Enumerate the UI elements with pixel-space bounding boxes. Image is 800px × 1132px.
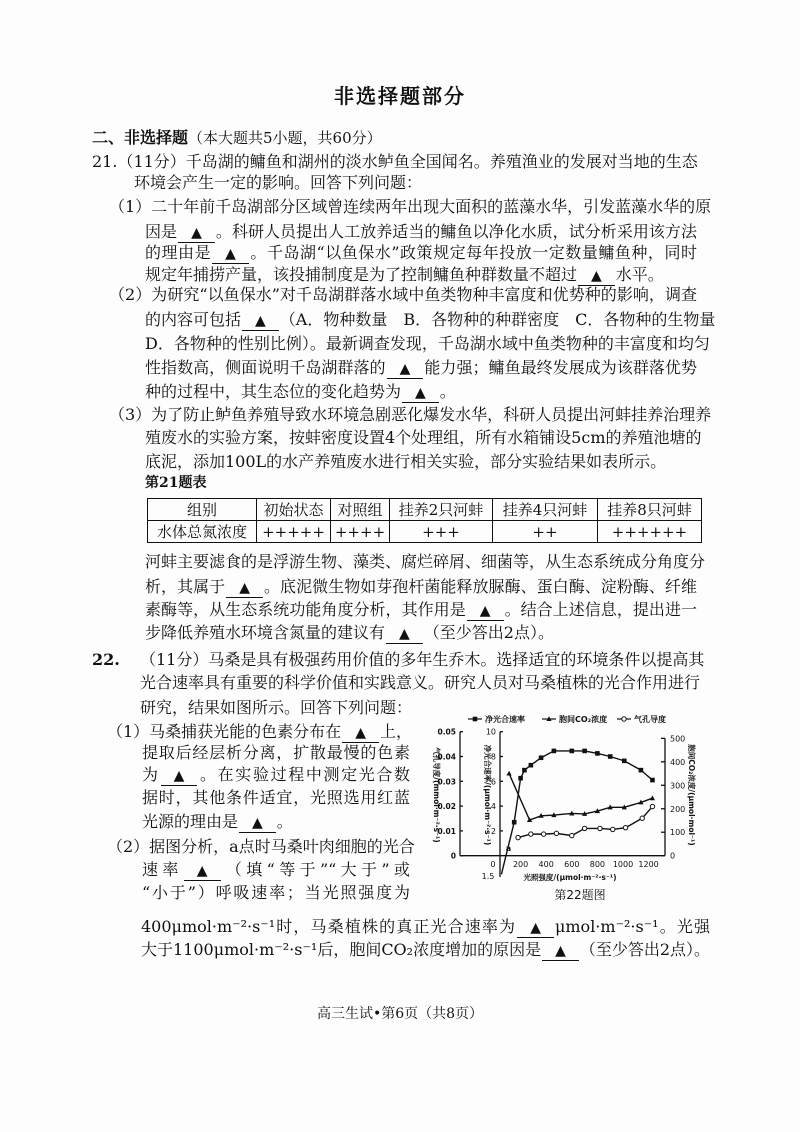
legend-marker: [473, 717, 478, 722]
x-tick-label: 1000: [612, 860, 634, 869]
left-tick-label: 0.01: [437, 826, 456, 836]
q21-line: 步降低养殖水环境含氮量的建议有 ▲ （至少答出2点）。: [145, 623, 554, 642]
section-heading: [92, 128, 382, 148]
q21-line: 的内容可包括 ▲ （A．物种数量 B．各物种的种群密度 C．各物种的生物量: [145, 310, 716, 329]
table-cell: ++++: [331, 521, 390, 543]
series-line-circle: [518, 807, 652, 838]
q22-line: 光合速率具有重要的科学价值和实践意义。研究人员对马桑植株的光合作用进行: [140, 673, 701, 692]
right-tick-label: 200: [670, 804, 686, 814]
data-point-circle: [611, 827, 615, 831]
q22-line: 大于1100μmol·m⁻²·s⁻¹后，胞间CO₂浓度增加的原因是 ▲ （至少答出2点）。: [141, 940, 711, 959]
table-cell: 水体总氮浓度: [148, 521, 257, 543]
right-tick-label: 500: [670, 734, 686, 744]
data-point-circle: [516, 835, 520, 839]
q21-line: 素酶等，从生态系统功能角度分析，其作用是 ▲ 。结合上述信息，提出进一: [145, 600, 697, 619]
neg-value-label: 1.5: [481, 872, 495, 881]
middle-tick-label: 6: [490, 777, 496, 787]
table-header-cell: 对照组: [331, 499, 390, 521]
q21-line: 规定年捕捞产量，该投捕制度是为了控制鳙鱼种群数量不超过 ▲ 水平。: [145, 265, 664, 284]
x-tick-label: 600: [564, 860, 580, 869]
x-tick-label: 1200: [638, 860, 659, 869]
right-tick-label: 100: [670, 828, 686, 838]
q21-line: 性指数高，侧面说明千岛湖群落的 ▲ 能力强；鳙鱼最终发展成为该群落优势: [145, 358, 697, 377]
data-point-square: [539, 755, 544, 760]
answer-blank: ▲: [226, 580, 263, 598]
answer-blank: ▲: [578, 268, 615, 286]
data-point-circle: [623, 825, 627, 829]
answer-blank: ▲: [386, 626, 423, 644]
data-point-square: [529, 763, 534, 768]
q22-line: （2）据图分析，a点时马桑叶肉细胞的光合: [107, 837, 415, 856]
q21-line: 殖废水的实验方案，按蚌密度设置4个处理组，所有水箱铺设5cm的养殖池塘的: [145, 428, 702, 447]
middle-tick-label: 4: [490, 802, 496, 812]
table-header-cell: 组别: [148, 499, 257, 521]
x-tick-label: 200: [512, 860, 529, 869]
data-point-circle: [529, 832, 533, 836]
legend-label: 气孔导度: [634, 715, 666, 724]
answer-blank: ▲: [161, 768, 198, 786]
q21-line: 种的过程中，其生态位的变化趋势为 ▲ 。: [145, 382, 456, 401]
photosynthesis-chart: [410, 705, 710, 905]
q22-line: 提取后经层析分离，扩散最慢的色素: [142, 743, 410, 762]
nitrogen-table: [147, 498, 702, 543]
data-point-square: [552, 749, 557, 754]
x-tick-label: 400: [538, 860, 554, 869]
answer-blank: ▲: [242, 313, 279, 331]
answer-blank: ▲: [517, 920, 554, 938]
q22-line: 研究，结果如图所示。回答下列问题：: [140, 698, 413, 717]
q22-line: （1）马桑捕获光能的色素分布在 ▲ 上，: [107, 722, 412, 741]
answer-blank: ▲: [467, 603, 504, 621]
table-header-cell: 挂养2只河蚌: [390, 499, 493, 521]
left-tick-label: 0.02: [437, 802, 456, 812]
right-tick-label: 0: [670, 851, 676, 861]
answer-blank: ▲: [178, 225, 215, 243]
data-point-square: [639, 768, 644, 773]
table-row: [148, 521, 702, 543]
q21-line: 21.（11分）千岛湖的鳙鱼和湖州的淡水鲈鱼全国闻名。养殖渔业的发展对当地的生态: [92, 152, 698, 171]
answer-blank: ▲: [212, 246, 249, 264]
data-point-square: [518, 776, 523, 781]
data-point-triangle: [650, 795, 655, 800]
q22-line: 据时，其他条件适宜，光照选用红蓝: [142, 788, 410, 807]
data-point-square: [608, 754, 613, 759]
left-tick-label: 0.03: [437, 777, 456, 787]
page-title: 非选择题部分: [334, 84, 466, 108]
q22-line: “小于”）呼吸速率；当光照强度为: [142, 883, 410, 902]
table-cell: +++: [390, 521, 493, 543]
legend-label: 净光合速率: [485, 715, 525, 724]
left-axis-title: 气孔导度/(mmol·m⁻²·s⁻¹): [432, 747, 441, 843]
data-point-circle: [541, 832, 545, 836]
q21-line: 因是 ▲ 。科研人员提出人工放养适当的鳙鱼以净化水质，试分析采用该方法: [145, 222, 697, 241]
middle-axis-title: 净光合速率/(μmol·m⁻²·s⁻¹): [483, 744, 492, 846]
data-point-circle: [640, 816, 644, 820]
middle-tick-label: 8: [490, 752, 496, 762]
right-tick-label: 300: [670, 781, 686, 791]
right-tick-label: 400: [670, 757, 686, 767]
table-header-cell: 挂养8只河蚌: [598, 499, 702, 521]
q22-line: 为 ▲ 。在实验过程中测定光合数: [142, 765, 410, 784]
point-a-label: a: [505, 844, 512, 853]
q21-line: （2）为研究“以鱼保水”对千岛湖群落水域中鱼类物种丰富度和优势种的影响，调查: [109, 285, 697, 304]
q22-line: 光源的理由是 ▲ 。: [142, 812, 293, 831]
legend-marker: [622, 717, 626, 721]
data-point-square: [582, 749, 587, 754]
answer-blank: ▲: [542, 943, 579, 961]
table-header-cell: 初始状态: [257, 499, 331, 521]
answer-blank: ▲: [239, 815, 276, 833]
chart-caption: 第22题图: [554, 888, 606, 902]
right-axis-title: 胞间CO₂浓度/(μmol·mol⁻¹): [687, 744, 696, 846]
left-tick-label: 0.05: [437, 727, 456, 737]
data-point-circle: [650, 804, 654, 808]
q21-line: 河蚌主要滤食的是浮游生物、藻类、腐烂碎屑、细菌等，从生态系统成分角度分: [145, 552, 706, 571]
x-tick-label: 800: [589, 860, 606, 869]
q22-line: （11分）马桑是具有极强药用价值的多年生乔木。选择适宜的环境条件以提高其: [140, 650, 705, 669]
data-point-triangle: [506, 771, 511, 776]
page-footer: 高三生试•第6页（共8页）: [316, 1006, 484, 1022]
legend-label: 胞间CO₂浓度: [559, 715, 608, 724]
section-note: （本大题共5小题，共60分）: [188, 129, 382, 147]
table-header-cell: 挂养4只河蚌: [493, 499, 598, 521]
q21-line: （3）为了防止鲈鱼养殖导致水环境急剧恶化爆发水华，科研人员提出河蚌挂养治理养: [109, 405, 712, 424]
q22-line: 速率 ▲ （填“等于”“大于”或: [142, 860, 410, 879]
answer-blank: ▲: [402, 385, 439, 403]
q21-line: D．各物种的性别比例）。最新调查发现，千岛湖水域中鱼类物种的丰富度和均匀: [145, 334, 710, 353]
middle-tick-label: 10: [485, 727, 496, 737]
data-point-circle: [554, 831, 558, 835]
middle-tick-label: 2: [490, 826, 496, 836]
left-tick-label: 0: [450, 851, 456, 861]
table-cell: ++++++: [598, 521, 702, 543]
data-point-square: [595, 751, 600, 756]
data-point-square: [622, 759, 627, 764]
data-point-square: [570, 749, 575, 754]
data-point-circle: [582, 826, 586, 830]
series-line-triangle: [509, 774, 652, 820]
answer-blank: ▲: [342, 725, 379, 743]
q21-line: 环境会产生一定的影响。回答下列问题：: [134, 173, 423, 192]
q22-number: 22.: [92, 650, 120, 669]
section-label: 二、非选择题: [92, 128, 189, 147]
q21-line: 的理由是 ▲ 。千岛湖“以鱼保水”政策规定每年投放一定数量鳙鱼种，同时: [145, 243, 697, 262]
table-caption: 第21题表: [145, 475, 207, 491]
answer-blank: ▲: [184, 863, 221, 881]
data-point-square: [650, 778, 655, 783]
table-cell: ++: [493, 521, 598, 543]
q21-line: 析，其属于 ▲ 。底泥微生物如芽孢杆菌能释放脲酶、蛋白酶、淀粉酶、纤维: [145, 577, 697, 596]
x-axis-title: 光照强度/(μmol·m⁻²·s⁻¹): [523, 873, 617, 882]
q21-line: 底泥，添加100L的水产养殖废水进行相关实验，部分实验结果如表所示。: [145, 452, 667, 471]
left-tick-label: 0.04: [437, 752, 456, 762]
q22-line: 400μmol·m⁻²·s⁻¹时，马桑植株的真正光合速率为 ▲ μmol·m⁻²·s⁻¹。光强: [141, 917, 710, 936]
data-point-circle: [570, 833, 574, 837]
data-point-square: [512, 820, 517, 825]
data-point-square: [522, 768, 527, 773]
table-cell: +++++: [257, 521, 331, 543]
x-origin-label: 0: [490, 860, 496, 869]
data-point-circle: [598, 826, 602, 830]
table-header-row: [148, 499, 702, 521]
q21-line: （1）二十年前千岛湖部分区域曾连续两年出现大面积的蓝藻水华，引发蓝藻水华的原: [109, 197, 712, 216]
answer-blank: ▲: [387, 361, 424, 379]
